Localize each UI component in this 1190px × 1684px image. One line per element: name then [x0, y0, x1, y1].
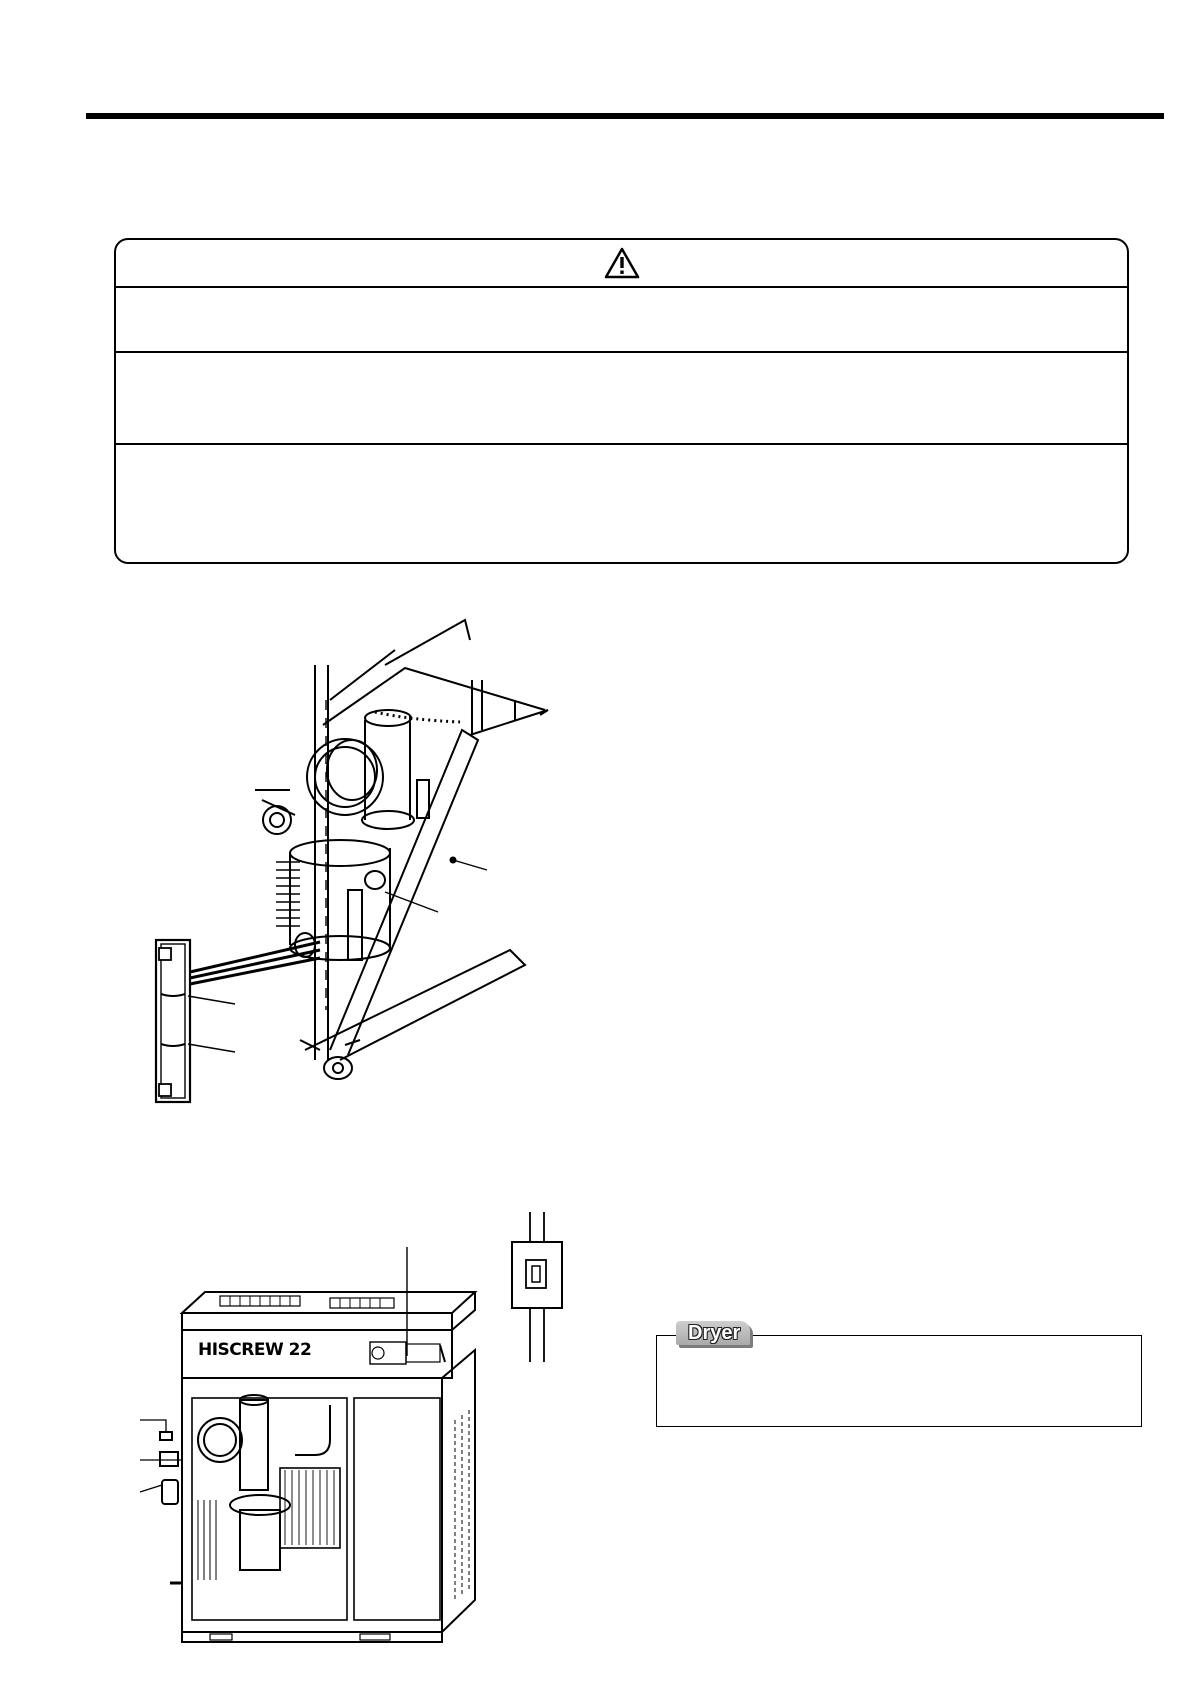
- caution-header: [116, 240, 1127, 286]
- dryer-tab-label: Dryer: [688, 1322, 741, 1344]
- unit-badge: [198, 1340, 311, 1360]
- switch-icon: [510, 1212, 570, 1362]
- dryer-tab: [676, 1321, 756, 1349]
- caution-divider: [116, 443, 1127, 445]
- caution-divider: [116, 351, 1127, 353]
- warning-triangle-icon: [604, 247, 640, 279]
- top-rule: [86, 113, 1164, 119]
- oil-level-gauge-icon: [150, 938, 210, 1104]
- caution-box: [114, 238, 1129, 564]
- caution-divider: [116, 286, 1127, 288]
- unit-badge-text: HISCREW 22: [198, 1340, 312, 1360]
